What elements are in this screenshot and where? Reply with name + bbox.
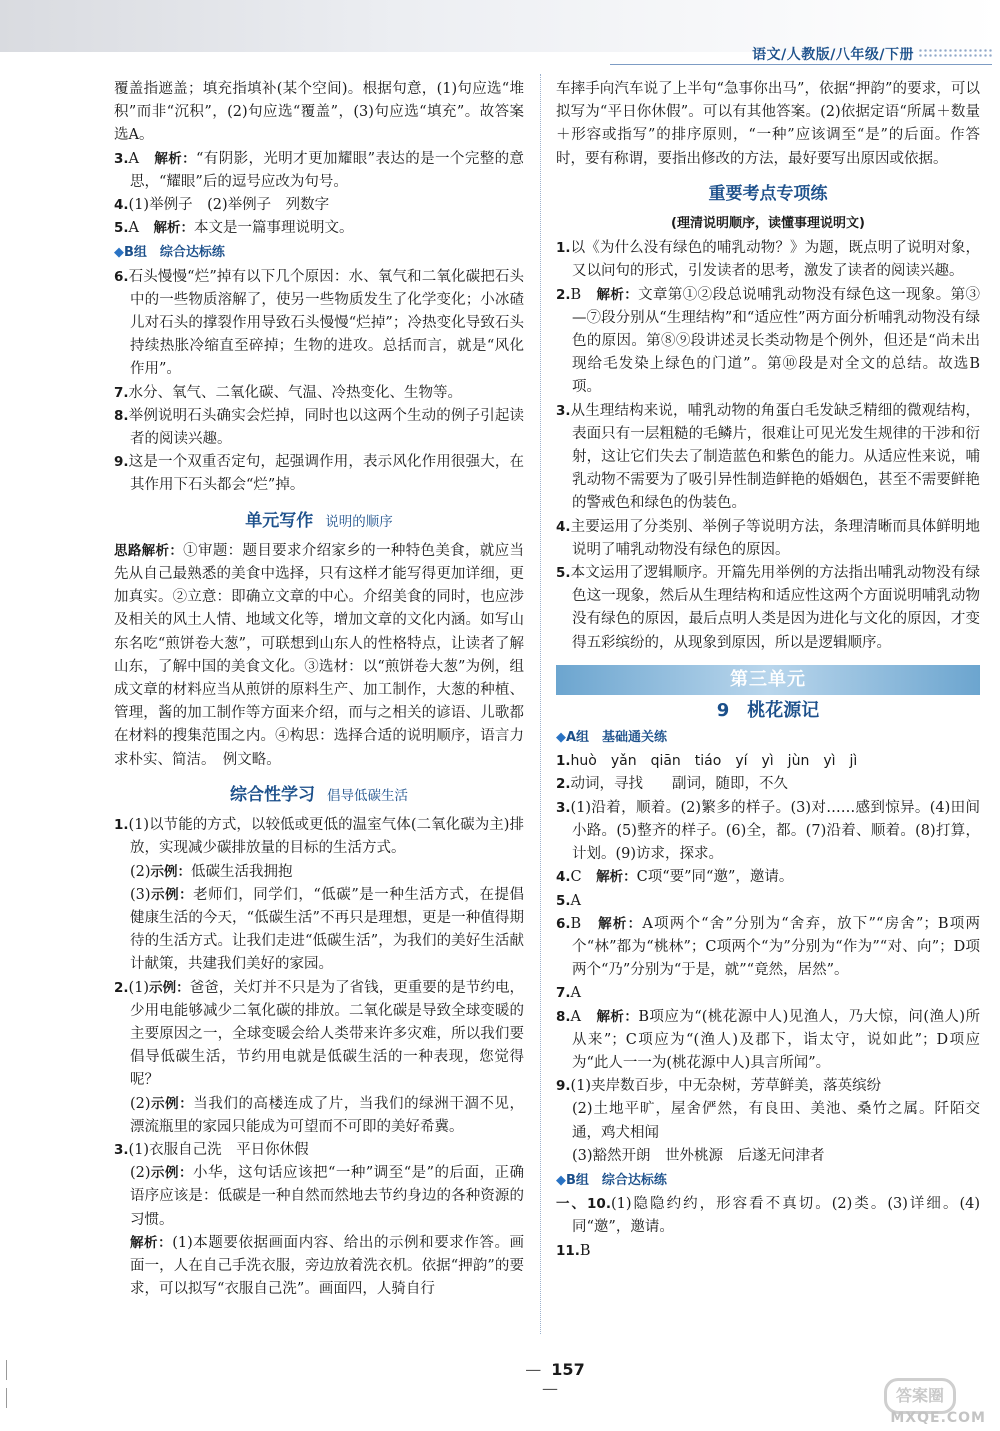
diamond-icon: ◆ bbox=[114, 245, 124, 261]
answer-item: 1.huò yǎn qiān tiáo yí yì jùn yì jì bbox=[556, 753, 858, 770]
answer-item: 11.B bbox=[556, 1242, 591, 1259]
answer-item: 7.水分、氧气、二氧化碳、气温、冷热变化、生物等。 bbox=[114, 384, 463, 401]
binding-mark bbox=[6, 1388, 10, 1408]
answer-item: 4.C 解析：C项“要”同“邀”，邀请。 bbox=[556, 869, 794, 886]
answer-item: 3.(1)衣服自己洗 平日你休假 bbox=[114, 1141, 309, 1158]
answer-sub: (2)示例：小华，这句话应该把“一种”调至“是”的后面，正确语序应该是：低碳是一种自然而然地去节约身边的各种资源的习惯。 bbox=[130, 1165, 525, 1228]
watermark bbox=[838, 1378, 986, 1428]
answer-sub: (2)示例：低碳生活我拥抱 bbox=[130, 863, 293, 880]
answer-item: 5.A bbox=[556, 892, 582, 909]
answer-sub: (3)示例：老师们，同学们，“低碳”是一种生活方式，在提倡健康生活的今天，“低碳生活”不再只是理想，更是一种值得期待的生活方式。让我们走进“低碳生活”，为我们的美好生活献计献策，共建我们美好的家园。 bbox=[130, 886, 525, 973]
answer-item: 5.A 解析：本文是一篇事理说明文。 bbox=[114, 220, 354, 237]
answer-item: 8.A 解析：B项应为“(桃花源中人)见渔人，乃大惊，问(渔人)所从来”；C项应为“(渔人)及郡下，诣太守，说如此”；D项应为“此人一一为(桃花源中人)具言所闻”。 bbox=[556, 1008, 980, 1071]
answer-item: 6.石头慢慢“烂”掉有以下几个原因：水、氧气和二氧化碳把石头中的一些物质溶解了，使另一些物质发生了化学变化；小冰碴儿对石头的撑裂作用导致石头慢慢“烂掉”；冷热变化导致石头持续热胀冷缩直至碎掉；生物的进攻。总括而言，就是“风化作用”。 bbox=[114, 268, 524, 378]
answer-item: 1.(1)以节能的方式，以较低或更低的温室气体(二氧化碳为主)排放，实现减少碳排放量的目标的生活方式。 bbox=[114, 817, 524, 857]
writing-analysis: 思路解析：①审题：题目要求介绍家乡的一种特色美食，就应当先从自己最熟悉的美食中选择，只有这样才能写得更加详细，更加真实。②立意：即确立文章的中心。介绍美食的同时，也应涉及相关的风土人情、地域文化等，增加文章的文化内涵。如写山东名吃“煎饼卷大葱”，可联想到山东人的性格特点，让读者了解山东，了解中国的美食文化。③选材：以“煎饼卷大葱”为例，组成文章的材料应当从煎饼的原料生产、加工制作，大葱的种植、管理，酱的加工制作等方面来介绍，而与之相关的谚语、儿歌都在材料的搜集范围之内。④构思：选择合适的说明顺序，语言力求朴实、简洁。 例文略。 bbox=[114, 542, 525, 768]
watermark-url: MXQE.COM bbox=[890, 1410, 986, 1426]
section-title-special: 重要考点专项练 bbox=[708, 183, 828, 204]
answer-item: 2.(1)示例：爸爸，关灯并不只是为了省钱，更重要的是节约电，少用电能够减少二氧化碳的排放。二氧化碳是导致全球变暖的主要原因之一，全球变暖会给人类带来许多灾难，所以我们要倡导低碳生活，节约用电就是低碳生活的一种表现，您觉得呢？ bbox=[114, 979, 525, 1089]
section-title-study: 综合性学习 倡导低碳生活 bbox=[230, 784, 408, 805]
group-a-heading: ◆A组 基础通关练 bbox=[556, 730, 668, 746]
lesson-title: 9 桃花源记 bbox=[716, 699, 820, 721]
diamond-icon: ◆ bbox=[556, 1172, 566, 1188]
answer-item: 5.本文运用了逻辑顺序。开篇先用举例的方法指出哺乳动物没有绿色这一现象，然后从生理结构和适应性这两个方面说明哺乳动物没有绿色的原因，最后点明人类是因为进化与文化的原因，才变得五彩缤纷的，从现象到原因，所以是逻辑顺序。 bbox=[556, 565, 980, 651]
group-b-heading: ◆B组 综合达标练 bbox=[114, 245, 225, 261]
answer-item: 3.从生理结构来说，哺乳动物的角蛋白毛发缺乏精细的微观结构，表面只有一层粗糙的毛鳞片，很难让可见光发生规律的干涉和衍射，这让它们失去了制造蓝色和紫色的能力。从适应性来说，哺乳动物不需要为了吸引异性制造鲜艳的婚姻色，甚至不需要鲜艳的警戒色和绿色的伪装色。 bbox=[556, 402, 980, 512]
answer-item: 4.主要运用了分类别、举例子等说明方法，条理清晰而具体鲜明地说明了哺乳动物没有绿色的原因。 bbox=[556, 518, 980, 558]
header-dots bbox=[918, 48, 992, 58]
left-column bbox=[114, 78, 524, 1301]
answer-item: 3.(1)沿着，顺着。(2)繁多的样子。(3)对……感到惊异。(4)田间小路。(5)整齐的样子。(6)全，都。(7)沿着、顺着。(8)打算，计划。(9)访求，探求。 bbox=[556, 799, 980, 863]
unit-banner: 第三单元 bbox=[556, 665, 980, 695]
answer-sub: (2)土地平旷，屋舍俨然，有良田、美池、桑竹之属。阡陌交通，鸡犬相闻 bbox=[572, 1101, 980, 1141]
watermark-logo: 答案圈 bbox=[884, 1378, 956, 1414]
binding-mark bbox=[6, 1360, 10, 1380]
header-rule bbox=[610, 64, 992, 65]
answer-item: 2.B 解析：文章第①②段总说哺乳动物没有绿色这一现象。第③—⑦段分别从“生理结构”和“适应性”两方面分析哺乳动物没有绿色的原因。第⑧⑨段讲述灵长类动物是个例外，但还是“尚未出现给毛发染上绿色的门道”。第⑩段是对全文的总结。故选B项。 bbox=[556, 286, 981, 396]
answer-item: 1.以《为什么没有绿色的哺乳动物？》为题，既点明了说明对象，又以问句的形式，引发读者的思考，激发了读者的阅读兴趣。 bbox=[556, 240, 980, 280]
answer-sub: 解析：(1)本题要依据画面内容、给出的示例和要求作答。画面一，人在自己手洗衣服，旁边放着洗衣机。依据“押韵”的要求，可以拟写“衣服自己洗”。画面四，人骑自行 bbox=[130, 1234, 525, 1298]
page-number: — 157— bbox=[525, 1360, 585, 1398]
answer-text: 覆盖指遮盖；填充指填补(某个空间)。根据句意，(1)句应选“堆积”而非“沉积”，(2)句应选“覆盖”，(3)句应选“填充”。故答案选A。 bbox=[114, 81, 524, 144]
answer-text: 车摔手向汽车说了上半句“急事你出马”，依据“押韵”的要求，可以拟写为“平日你休假”。可以有其他答案。(2)依据定语“所属＋数量＋形容或指写”的排序原则，“一种”应该调至“是”的后面。作答时，要有称谓，要指出修改的方法，最好要写出原因或依据。 bbox=[556, 81, 980, 167]
answer-item: 9.这是一个双重否定句，起强调作用，表示风化作用很强大，在其作用下石头都会“烂”掉。 bbox=[114, 454, 524, 494]
diamond-icon: ◆ bbox=[556, 730, 566, 746]
right-column bbox=[556, 78, 980, 1263]
answer-item: 9.(1)夹岸数百步，中无杂树，芳草鲜美，落英缤纷 bbox=[556, 1078, 882, 1095]
header-label: 语文/人教版/八年级/下册 bbox=[752, 47, 914, 63]
answer-item: 2.动词，寻找 副词，随即，不久 bbox=[556, 776, 789, 793]
answer-item: 8.举例说明石头确实会烂掉，同时也以这两个生动的例子引起读者的阅读兴趣。 bbox=[114, 407, 524, 448]
answer-item: 6.B 解析：A项两个“舍”分别为“舍弃，放下”“房舍”；B项两个“林”都为“桃林”；C项两个“为”分别为“作为”“对、向”；D项两个“乃”分别为“于是，就”“竟然，居然”。 bbox=[556, 915, 981, 979]
answer-item: 一、10.(1)隐隐约约，形容看不真切。(2)类。(3)详细。(4)同“邀”，邀请。 bbox=[556, 1196, 981, 1236]
column-divider bbox=[540, 74, 541, 1334]
answer-sub: (3)豁然开朗 世外桃源 后遂无问津者 bbox=[572, 1147, 825, 1164]
answer-sub: (2)示例：当我们的高楼连成了片，当我们的绿洲干涸不见，漂流瓶里的家园只能成为可望而不可即的美好希冀。 bbox=[130, 1095, 524, 1135]
section-title-writing: 单元写作 说明的顺序 bbox=[245, 510, 393, 531]
answer-item: 7.A bbox=[556, 985, 582, 1002]
group-b-heading: ◆B组 综合达标练 bbox=[556, 1172, 667, 1188]
section-note: (理清说明顺序，读懂事理说明文) bbox=[671, 216, 865, 232]
answer-item: 4.(1)举例子 (2)举例子 列数字 bbox=[114, 197, 330, 214]
answer-item: 3.A 解析：“有阴影，光明才更加耀眼”表达的是一个完整的意思，“耀眼”后的逗号应改为句号。 bbox=[114, 150, 525, 190]
